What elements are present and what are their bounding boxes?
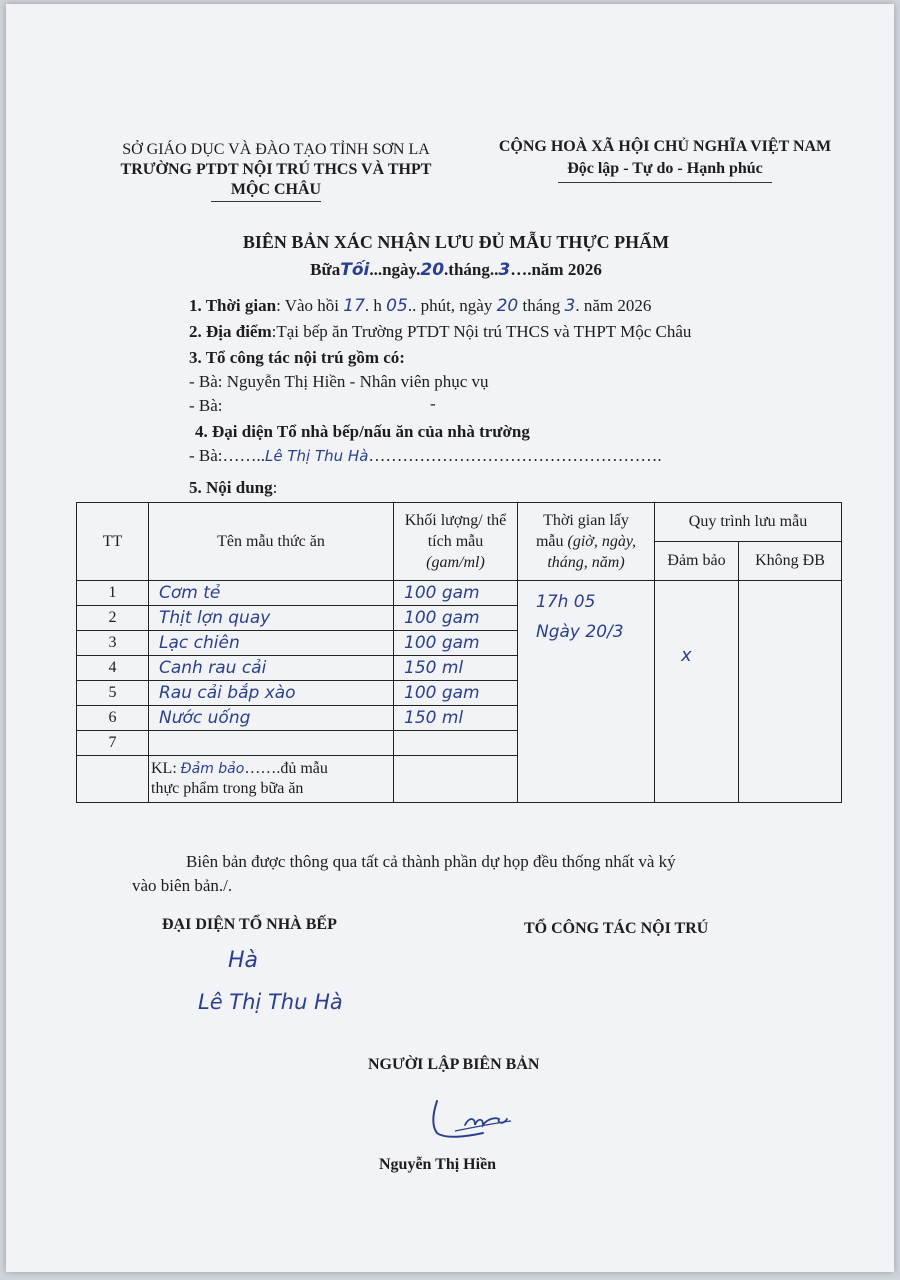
subtitle-meal: Tối	[340, 260, 370, 280]
kitchen-signature: Hà	[228, 948, 259, 973]
document-title: BIÊN BẢN XÁC NHẬN LƯU ĐỦ MẪU THỰC PHẨM	[242, 232, 670, 252]
time-month: 3	[564, 296, 576, 316]
header-weight-b: tích mẫu	[427, 533, 484, 550]
document-subtitle	[156, 260, 756, 280]
conclusion-value: Đảm bảo	[180, 761, 245, 777]
team-member-1: - Bà: Nguyễn Thị Hiền - Nhân viên phục vụ	[189, 372, 489, 391]
conclusion-tt	[77, 756, 149, 803]
row-food-name: Canh rau cải	[149, 656, 394, 681]
row-tt: 3	[77, 631, 149, 656]
conclusion-line2: thực phẩm trong bữa ăn	[151, 780, 304, 797]
section-time-text-d: tháng	[522, 296, 561, 315]
subtitle-day: 20	[420, 260, 445, 280]
row-food-name: Cơm tẻ	[149, 581, 394, 606]
header-tt: TT	[77, 503, 149, 581]
row-tt: 4	[77, 656, 149, 681]
header-time	[518, 503, 655, 581]
team-signature-title: TỔ CÔNG TÁC NỘI TRÚ	[524, 920, 709, 937]
subtitle-prefix: Bữa	[310, 260, 341, 279]
section-team-label: 3. Tổ công tác nội trú gồm có:	[189, 348, 405, 367]
not-ok-cell	[739, 581, 842, 803]
author-name: Nguyễn Thị Hiền	[379, 1156, 497, 1173]
subtitle-month-label: .tháng..	[444, 260, 499, 279]
header-school: TRƯỜNG PTDT NỘI TRÚ THCS VÀ THPT	[120, 161, 432, 178]
row-weight: 100 gam	[394, 681, 518, 706]
row-weight: 150 ml	[394, 656, 518, 681]
kitchen-signer-name: Lê Thị Thu Hà	[198, 990, 343, 1014]
sample-time-hour: 17h 05	[536, 592, 596, 612]
row-tt: 6	[77, 706, 149, 731]
header-department: SỞ GIÁO DỤC VÀ ĐÀO TẠO TỈNH SƠN LA	[122, 141, 430, 158]
row-tt: 7	[77, 731, 149, 756]
header-time-c: tháng, năm)	[547, 554, 625, 571]
row-food-name: Thịt lợn quay	[149, 606, 394, 631]
closing-line-1: Biên bản được thông qua tất cả thành phần dự họp đều thống nhất và ký	[186, 852, 676, 871]
section-content: 5. Nội dung:	[189, 478, 278, 497]
header-food-name: Tên mẫu thức ăn	[149, 503, 394, 581]
section-time-text-e: . năm 2026	[575, 296, 652, 315]
ok-cell	[655, 581, 739, 803]
header-time-a: Thời gian lấy	[543, 512, 629, 529]
subtitle-day-label: ...ngày.	[369, 260, 421, 279]
header-country: CỘNG HOÀ XÃ HỘI CHỦ NGHĨA VIỆT NAM	[498, 138, 832, 155]
sample-time-date: Ngày 20/3	[536, 622, 624, 642]
time-minute: 05	[386, 296, 408, 316]
header-left	[106, 140, 446, 200]
header-weight	[394, 503, 518, 581]
kitchen-rep	[189, 446, 662, 466]
row-food-name: Lạc chiên	[149, 631, 394, 656]
subtitle-month: 3	[498, 260, 511, 280]
section-time-text-a: : Vào hồi	[276, 296, 340, 315]
conclusion-weight	[394, 756, 518, 803]
section-location	[189, 322, 691, 342]
row-tt: 5	[77, 681, 149, 706]
header-time-b1: mẫu	[535, 533, 568, 550]
row-weight: 100 gam	[394, 606, 518, 631]
kitchen-rep-prefix: - Bà:……..	[189, 446, 266, 465]
kitchen-rep-name: Lê Thị Thu Hà	[265, 447, 369, 465]
time-hour: 17	[343, 296, 365, 316]
header-weight-a: Khối lượng/ thể	[404, 512, 507, 529]
header-process: Quy trình lưu mẫu	[655, 503, 842, 542]
section-location-label: 2. Địa điểm	[189, 322, 272, 341]
section-time	[189, 296, 651, 316]
section-time-text-c: .. phút, ngày	[407, 296, 493, 315]
section-time-label: 1. Thời gian	[189, 296, 277, 315]
sample-time-cell	[518, 581, 655, 803]
subtitle-year: ….năm 2026	[510, 260, 602, 279]
section-content-label: 5. Nội dung	[189, 478, 273, 497]
row-weight: 150 ml	[394, 706, 518, 731]
closing-line-2: vào biên bản./.	[132, 876, 233, 895]
kitchen-signature-title: ĐẠI DIỆN TỔ NHÀ BẾP	[162, 916, 337, 933]
header-left-underline	[211, 201, 321, 202]
team-member-2: - Bà:	[189, 396, 223, 415]
conclusion-suffix: …….đủ mẫu	[244, 760, 328, 777]
row-weight	[394, 731, 518, 756]
header-time-b2: (giờ, ngày,	[567, 533, 637, 550]
row-food-name	[149, 731, 394, 756]
section-location-text: :Tại bếp ăn Trường PTDT Nội trú THCS và THPT Mộc Châu	[271, 322, 692, 341]
header-school-location: MỘC CHÂU	[230, 181, 322, 198]
conclusion-prefix: KL:	[151, 760, 181, 777]
row-tt: 2	[77, 606, 149, 631]
conclusion-cell	[149, 756, 394, 803]
header-weight-c: (gam/ml)	[426, 554, 485, 571]
row-weight: 100 gam	[394, 631, 518, 656]
header-motto: Độc lập - Tự do - Hạnh phúc	[567, 160, 763, 177]
food-sample-table	[76, 502, 842, 803]
author-signature	[425, 1095, 525, 1145]
ok-mark: x	[681, 645, 692, 666]
header-not-ok: Không ĐB	[739, 542, 842, 581]
header-ok: Đảm bảo	[655, 542, 739, 581]
row-tt: 1	[77, 581, 149, 606]
row-food-name: Nước uống	[149, 706, 394, 731]
header-right-underline	[558, 182, 772, 183]
team-member-2-dash: -	[430, 394, 436, 413]
author-title: NGƯỜI LẬP BIÊN BẢN	[368, 1056, 540, 1073]
kitchen-rep-suffix: …………………………………………….	[368, 446, 662, 465]
table-row	[77, 581, 842, 606]
header-right	[476, 136, 854, 180]
table-header-row	[77, 503, 842, 542]
row-weight: 100 gam	[394, 581, 518, 606]
section-kitchen-label: 4. Đại diện Tổ nhà bếp/nấu ăn của nhà trường	[195, 422, 530, 441]
row-food-name: Rau cải bắp xào	[149, 681, 394, 706]
time-day: 20	[496, 296, 519, 316]
section-time-text-b: . h	[364, 296, 382, 315]
